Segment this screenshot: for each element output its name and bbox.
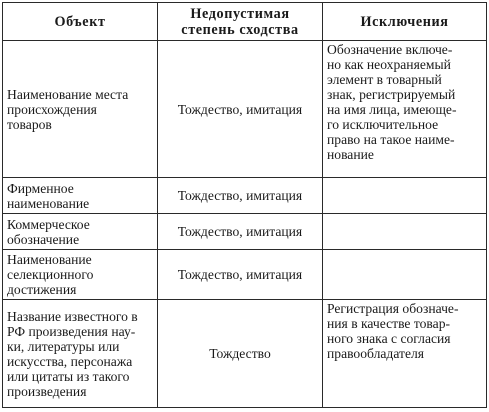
cell-exceptions [323,178,487,214]
trademark-similarity-table [2,2,487,408]
table-row [3,300,487,408]
cell-degree: Тождество, имитация [158,178,323,214]
table-row [3,41,487,178]
cell-exceptions: Регистрация обозначе- ния в качестве товар- ного знака с согласия правообладателя [323,300,487,408]
header-degree: Недопустимая степень сходства [158,3,323,41]
table-row [3,178,487,214]
header-exceptions: Исключения [323,3,487,41]
table-header-row [3,3,487,41]
cell-degree: Тождество, имитация [158,41,323,178]
cell-degree: Тождество, имитация [158,214,323,250]
cell-exceptions: Обозначение включе- но как неохраняемый элемент в товарный знак, регистрируемый на имя лица, имеюще- го исключительное право на такое наиме- нование [323,41,487,178]
cell-exceptions [323,250,487,300]
table-row [3,250,487,300]
cell-degree: Тождество, имитация [158,250,323,300]
cell-object: Название известного в РФ произведения нау- ки, литературы или искусства, персонажа или цитаты из такого произведения [3,300,158,408]
cell-exceptions [323,214,487,250]
cell-object: Коммерческое обозначение [3,214,158,250]
header-object: Объект [3,3,158,41]
table-row [3,214,487,250]
cell-object: Фирменное наименование [3,178,158,214]
cell-degree: Тождество [158,300,323,408]
cell-object: Наименование места происхождения товаров [3,41,158,178]
cell-object: Наименование селекционного достижения [3,250,158,300]
